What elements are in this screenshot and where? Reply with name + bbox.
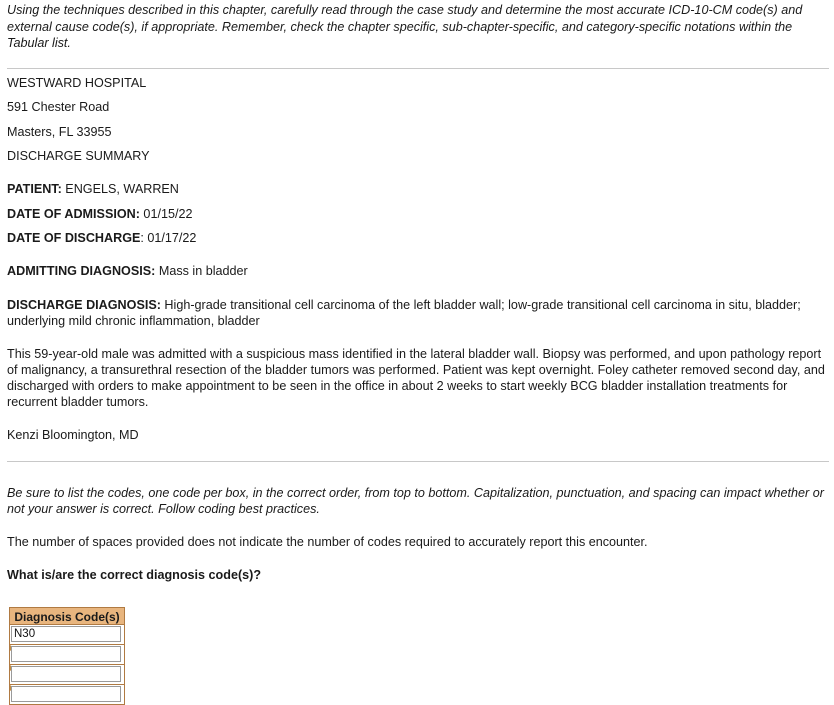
code-input-3[interactable] — [11, 666, 121, 682]
admitting-diagnosis-line — [7, 263, 248, 279]
patient-label: PATIENT: — [7, 182, 62, 196]
narrative-paragraph: This 59-year-old male was admitted with a suspicious mass identified in the lateral bladder wall. Biopsy was performed, and upon pathology report of malignancy, a transurethral resection of the bladder tumors was performed. Patient was kept overnight. Foley catheter removed second day, and discharged with orders to make appointment to be seen in the office in about 2 weeks to start weekly BCG bladder installation treatments for recurrent bladder tumors. — [7, 347, 825, 409]
hospital-city-line: Masters, FL 33955 — [7, 125, 112, 139]
discharge-date-line — [7, 230, 196, 246]
discharge-diagnosis-paragraph — [7, 297, 825, 329]
spaces-note: The number of spaces provided does not indicate the number of codes required to accurately report this encounter. — [7, 535, 648, 549]
code-row — [9, 685, 125, 705]
code-row — [9, 645, 125, 665]
physician-signature: Kenzi Bloomington, MD — [7, 428, 139, 442]
document-type: DISCHARGE SUMMARY — [7, 149, 150, 163]
code-row — [9, 625, 125, 645]
question-text: What is/are the correct diagnosis code(s)? — [7, 568, 262, 582]
diagnosis-code-header: Diagnosis Code(s) — [9, 607, 125, 625]
admitting-label: ADMITTING DIAGNOSIS: — [7, 264, 156, 278]
diagnosis-code-table — [9, 607, 125, 705]
code-input-1[interactable] — [11, 626, 121, 642]
discharge-diagnosis-value: High-grade transitional cell carcinoma of the left bladder wall; low-grade transitional cell carcinoma in situ, bladder; underlying mild chronic inflammation, bladder — [7, 298, 801, 328]
admission-value: 01/15/22 — [139, 207, 193, 221]
code-input-4[interactable] — [11, 686, 121, 702]
patient-line — [7, 181, 179, 197]
discharge-value: : 01/17/22 — [140, 231, 197, 245]
admission-label: DATE OF ADMISSION: — [7, 207, 140, 221]
answer-instructions: Be sure to list the codes, one code per box, in the correct order, from top to bottom. Capitalization, punctuation, and spacing can impact whether or not your answer is correct. Follow coding best practices. — [7, 486, 824, 516]
code-row — [9, 665, 125, 685]
discharge-label: DATE OF DISCHARGE — [7, 231, 141, 245]
admission-date-line — [7, 206, 192, 222]
admitting-value: Mass in bladder — [155, 264, 248, 278]
instructions-text: Using the techniques described in this chapter, carefully read through the case study and determine the most accurate ICD-10-CM code(s) and external cause code(s), if appropriate. Remember, check the chapter specific, sub-chapter-specific, and category-specific notations within the Tabular list. — [7, 3, 803, 50]
hospital-address: 591 Chester Road — [7, 100, 110, 114]
code-input-2[interactable] — [11, 646, 121, 662]
hospital-name: WESTWARD HOSPITAL — [7, 76, 147, 90]
section-divider — [7, 461, 829, 462]
section-divider — [7, 68, 829, 69]
patient-value: ENGELS, WARREN — [61, 182, 179, 196]
discharge-diagnosis-label: DISCHARGE DIAGNOSIS: — [7, 298, 161, 312]
